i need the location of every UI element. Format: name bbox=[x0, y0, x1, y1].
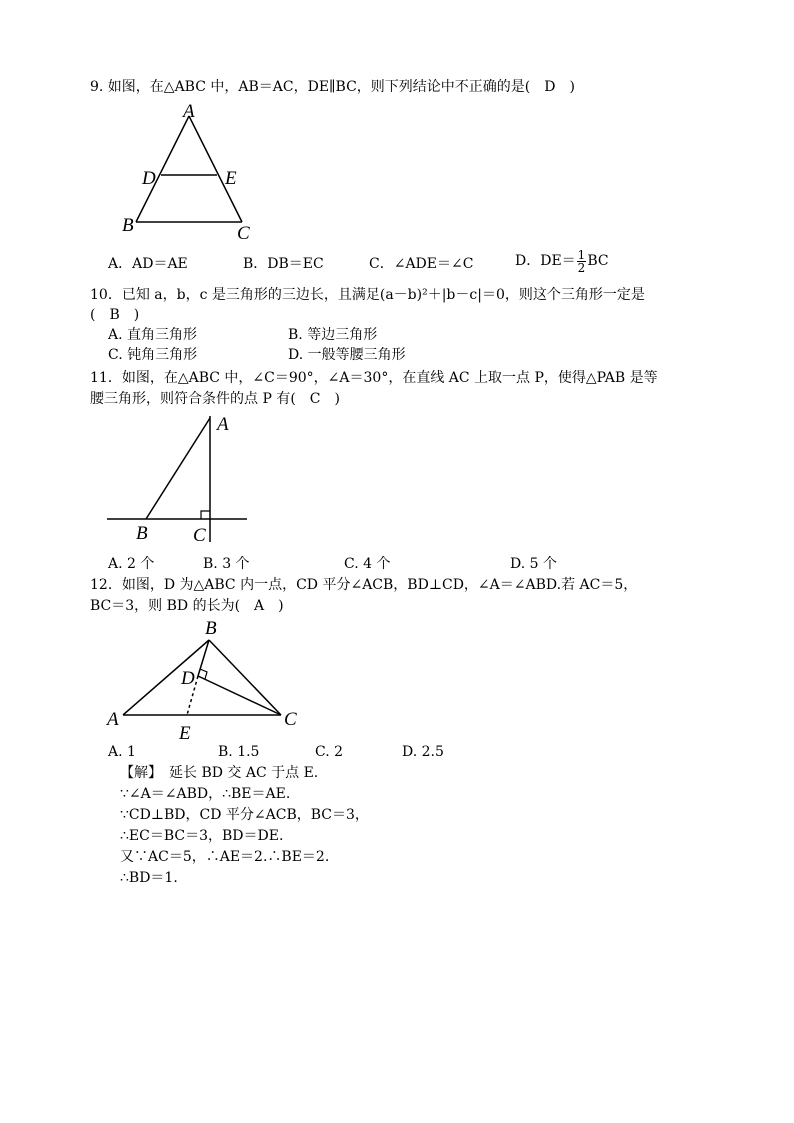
q12-segment-bc bbox=[209, 640, 281, 715]
q12-solution-line: 又∵AC＝5，∴AE＝2.∴BE＝2. bbox=[120, 849, 330, 865]
q9-label-a: A bbox=[183, 101, 195, 122]
q10-stem-line1: 10．已知 a，b，c 是三角形的三边长，且满足(a－b)²＋|b－c|＝0，则这个三角形一定是 bbox=[90, 287, 645, 303]
q12-solution-line: ∵CD⊥BD，CD 平分∠ACB，BC＝3， bbox=[120, 807, 369, 823]
q11-option-d: D. 5 个 bbox=[510, 556, 557, 572]
q9-option-d-prefix: D．DE＝ bbox=[515, 253, 576, 269]
q12-label-d: D bbox=[181, 668, 195, 689]
q12-option-c: C. 2 bbox=[315, 744, 344, 760]
q12-label-a: A bbox=[107, 709, 119, 730]
q12-option-a: A. 1 bbox=[108, 744, 136, 760]
q12-segment-ab bbox=[123, 640, 209, 715]
q11-option-a: A. 2 个 bbox=[108, 556, 155, 572]
q9-option-b: B．DB＝EC bbox=[243, 256, 324, 272]
q9-label-b: B bbox=[122, 215, 134, 236]
q11-stem-line2: 腰三角形，则符合条件的点 P 有( C ) bbox=[90, 391, 340, 407]
q12-option-d: D. 2.5 bbox=[402, 744, 444, 760]
q9-option-c: C．∠ADE＝∠C bbox=[369, 256, 474, 272]
q9-label-c: C bbox=[237, 223, 250, 244]
q12-option-b: B. 1.5 bbox=[218, 744, 260, 760]
q12-label-e: E bbox=[179, 723, 191, 744]
q11-label-a: A bbox=[217, 414, 229, 435]
q11-option-c: C. 4 个 bbox=[344, 556, 391, 572]
q11-stem-line1: 11．如图，在△ABC 中，∠C＝90°，∠A＝30°，在直线 AC 上取一点 P，使得△PAB 是等 bbox=[90, 370, 658, 386]
q11-label-c: C bbox=[193, 525, 206, 546]
q10-option-d: D. 一般等腰三角形 bbox=[288, 347, 406, 363]
q10-option-c: C. 钝角三角形 bbox=[108, 347, 198, 363]
q12-solution-line: ∴BD＝1. bbox=[120, 870, 178, 886]
q9-fraction-denominator: 2 bbox=[577, 260, 586, 275]
q9-fraction-numerator: 1 bbox=[577, 247, 586, 262]
q12-solution-line: ∵∠A＝∠ABD，∴BE＝AE. bbox=[120, 786, 291, 802]
q9-option-a: A．AD＝AE bbox=[108, 256, 188, 272]
q9-label-d: D bbox=[142, 168, 156, 189]
q9-stem: 9. 如图，在△ABC 中，AB＝AC，DE∥BC，则下列结论中不正确的是( D ) bbox=[90, 79, 575, 95]
q12-solution-line: ∴EC＝BC＝3，BD＝DE. bbox=[120, 828, 284, 844]
q10-stem-line2: ( B ) bbox=[90, 307, 140, 323]
q11-option-b: B. 3 个 bbox=[203, 556, 250, 572]
q12-segment-dc bbox=[198, 676, 281, 715]
q12-label-b: B bbox=[205, 618, 217, 639]
q10-option-b: B. 等边三角形 bbox=[288, 327, 378, 343]
q9-label-e: E bbox=[225, 168, 237, 189]
q12-stem-line1: 12．如图，D 为△ABC 内一点，CD 平分∠ACB，BD⊥CD，∠A＝∠ABD.若 AC＝5， bbox=[90, 577, 638, 593]
q12-label-c: C bbox=[284, 709, 297, 730]
q10-option-a: A. 直角三角形 bbox=[108, 327, 198, 343]
q11-label-b: B bbox=[136, 523, 148, 544]
q9-option-d-suffix: BC bbox=[587, 253, 609, 269]
q12-solution-line: 【解】 延长 BD 交 AC 于点 E. bbox=[120, 765, 319, 781]
q12-stem-line2: BC＝3，则 BD 的长为( A ) bbox=[90, 598, 284, 614]
